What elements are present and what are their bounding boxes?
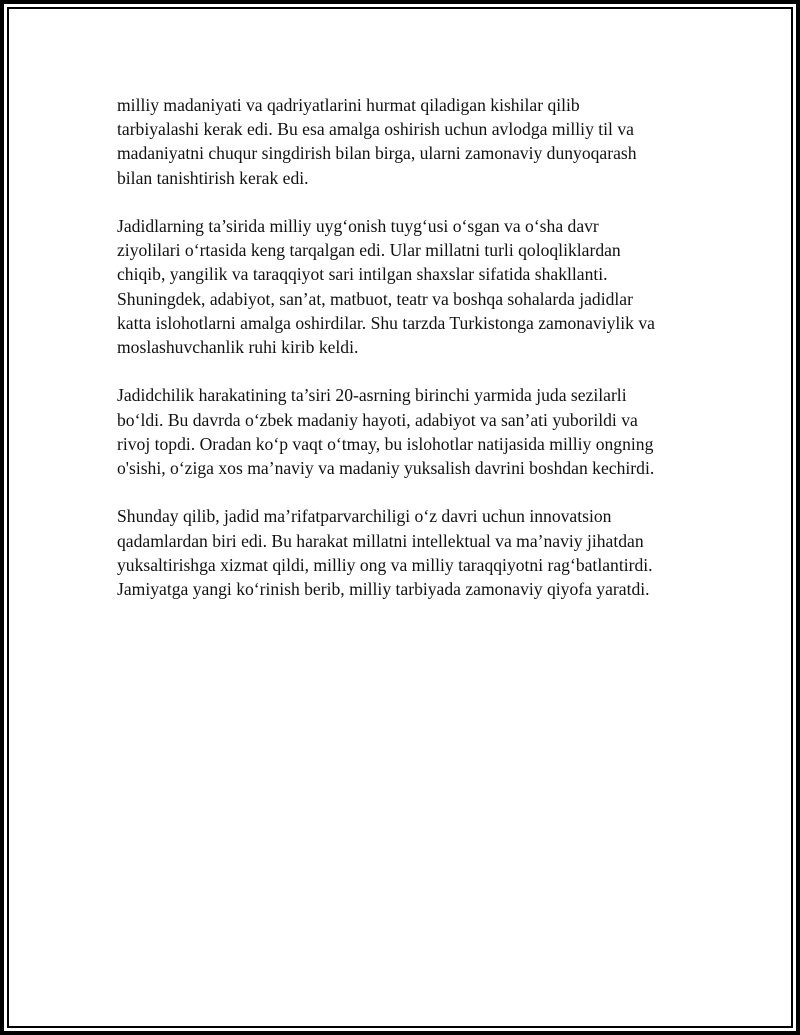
text-line: milliy madaniyati va qadriyatlarini hurmat qiladigan kishilar qilib (117, 95, 580, 115)
text-line: moslashuvchanlik ruhi kirib keldi. (117, 337, 359, 358)
text-line: chiqib, yangilik va taraqqiyot sari intilgan shaxslar sifatida shakllanti. (117, 264, 608, 285)
text-line: Jamiyatga yangi ko‘rinish berib, milliy tarbiyada zamonaviy qiyofa yaratdi. (117, 579, 650, 600)
text-line: ziyolilari o‘rtasida keng tarqalgan edi. Ular millatni turli qoloqliklardan (117, 240, 621, 261)
text-line: rivoj topdi. Oradan ko‘p vaqt o‘tmay, bu islohotlar natijasida milliy ongning (117, 433, 654, 454)
text-line: Jadidlarning ta’sirida milliy uyg‘onish tuyg‘usi o‘sgan va o‘sha davr (117, 216, 599, 236)
text-line: tarbiyalashi kerak edi. Bu esa amalga oshirish uchun avlodga milliy til va (117, 119, 634, 140)
text-line: madaniyatni chuqur singdirish bilan birga, ularni zamonaviy dunyoqarash (117, 143, 637, 164)
text-line: bilan tanishtirish kerak edi. (117, 167, 309, 188)
text-line: katta islohotlarni amalga oshirdilar. Shu tarzda Turkistonga zamonaviylik va (117, 312, 655, 333)
text-line: o'sishi, o‘ziga xos ma’naviy va madaniy yuksalish davrini boshdan kechirdi. (117, 458, 655, 479)
text-line: Shunday qilib, jadid ma’rifatparvarchiligi o‘z davri uchun innovatsion (117, 506, 612, 527)
paragraph-4 (117, 504, 697, 601)
paragraph-1 (117, 93, 697, 190)
text-line: Jadidchilik harakatining ta’siri 20-asrning birinchi yarmida juda sezilarli (117, 385, 627, 406)
text-line: qadamlardan biri edi. Bu harakat millatni intellektual va ma’naviy jihatdan (117, 530, 644, 551)
document-body (117, 93, 697, 625)
text-line: bo‘ldi. Bu davrda o‘zbek madaniy hayoti, adabiyot va san’ati yuborildi va (117, 409, 638, 430)
text-line: Shuningdek, adabiyot, san’at, matbuot, teatr va boshqa sohalarda jadidlar (117, 288, 633, 309)
paragraph-2 (117, 214, 697, 359)
paragraph-3 (117, 383, 697, 480)
text-line: yuksaltirishga xizmat qildi, milliy ong va milliy taraqqiyotni rag‘batlantirdi. (117, 554, 653, 575)
